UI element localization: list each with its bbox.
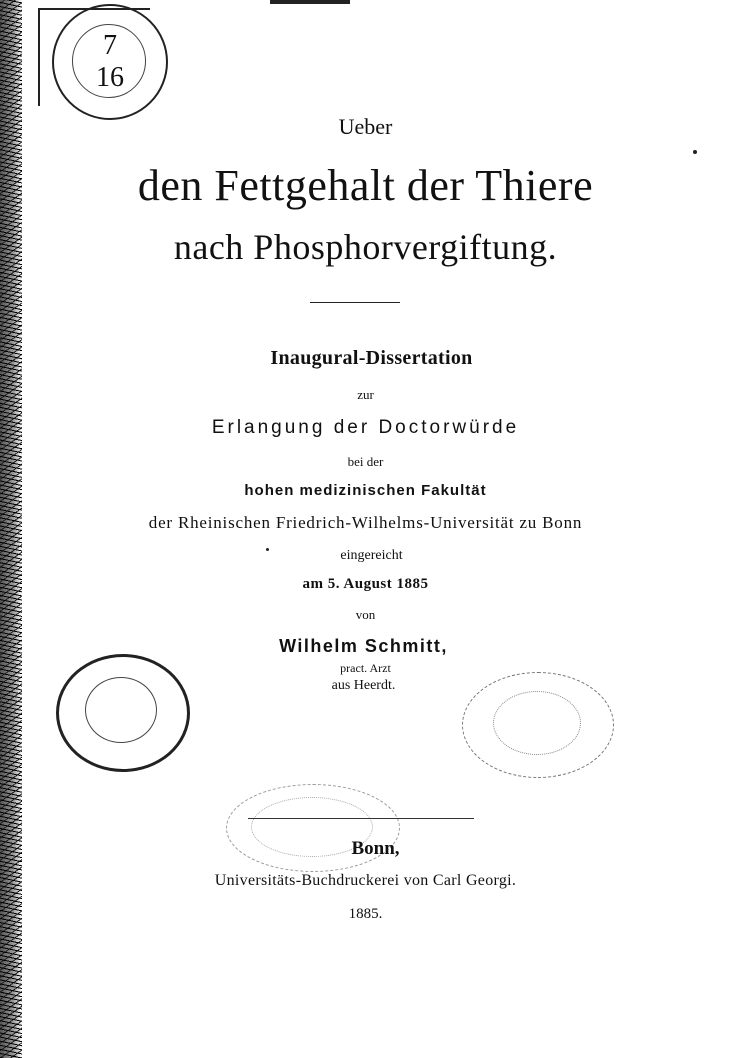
von-text: von <box>355 607 376 622</box>
publication-year: 1885. <box>348 906 383 922</box>
title-rule <box>310 302 400 303</box>
paper-fleck <box>266 548 269 551</box>
top-mark <box>270 0 350 4</box>
title-line-1: den Fettgehalt der Thiere <box>137 161 594 210</box>
zur-text: zur <box>357 387 374 402</box>
title-line-2: nach Phosphorvergiftung. <box>173 227 558 267</box>
paper-fleck <box>693 150 697 154</box>
pre-title: Ueber <box>338 114 393 139</box>
biblioteca-stamp-inner-ring <box>493 691 581 755</box>
author-title: pract. Arzt <box>340 661 391 675</box>
bei-der-text: bei der <box>347 454 384 469</box>
library-stamp <box>52 4 168 120</box>
eingereicht-text: eingereicht <box>340 548 403 563</box>
university-text: der Rheinischen Friedrich-Wilhelms-Universität zu Bonn <box>148 513 583 532</box>
submission-date: am 5. August 1885 <box>302 576 429 592</box>
shelfmark-line-1: 7 <box>103 30 117 61</box>
academia-stamp <box>56 654 190 772</box>
shelfmark-line-2: 16 <box>96 62 124 93</box>
shelfmark <box>96 30 124 94</box>
printer-name: Universitäts-Buchdruckerei von Carl Georgi. <box>214 872 517 889</box>
academia-stamp-inner-ring <box>85 677 157 743</box>
imprint-rule <box>248 818 474 819</box>
author-name: Wilhelm Schmitt, <box>279 636 448 656</box>
faculty-text: hohen medizinischen Fakultät <box>244 482 487 499</box>
author-origin: aus Heerdt. <box>331 678 396 693</box>
biblioteca-stamp <box>462 672 614 778</box>
dissertation-heading: Inaugural-Dissertation <box>270 347 473 369</box>
erlangung-text: Erlangung der Doctorwürde <box>211 417 520 438</box>
imprint-city: Bonn, <box>351 838 400 859</box>
